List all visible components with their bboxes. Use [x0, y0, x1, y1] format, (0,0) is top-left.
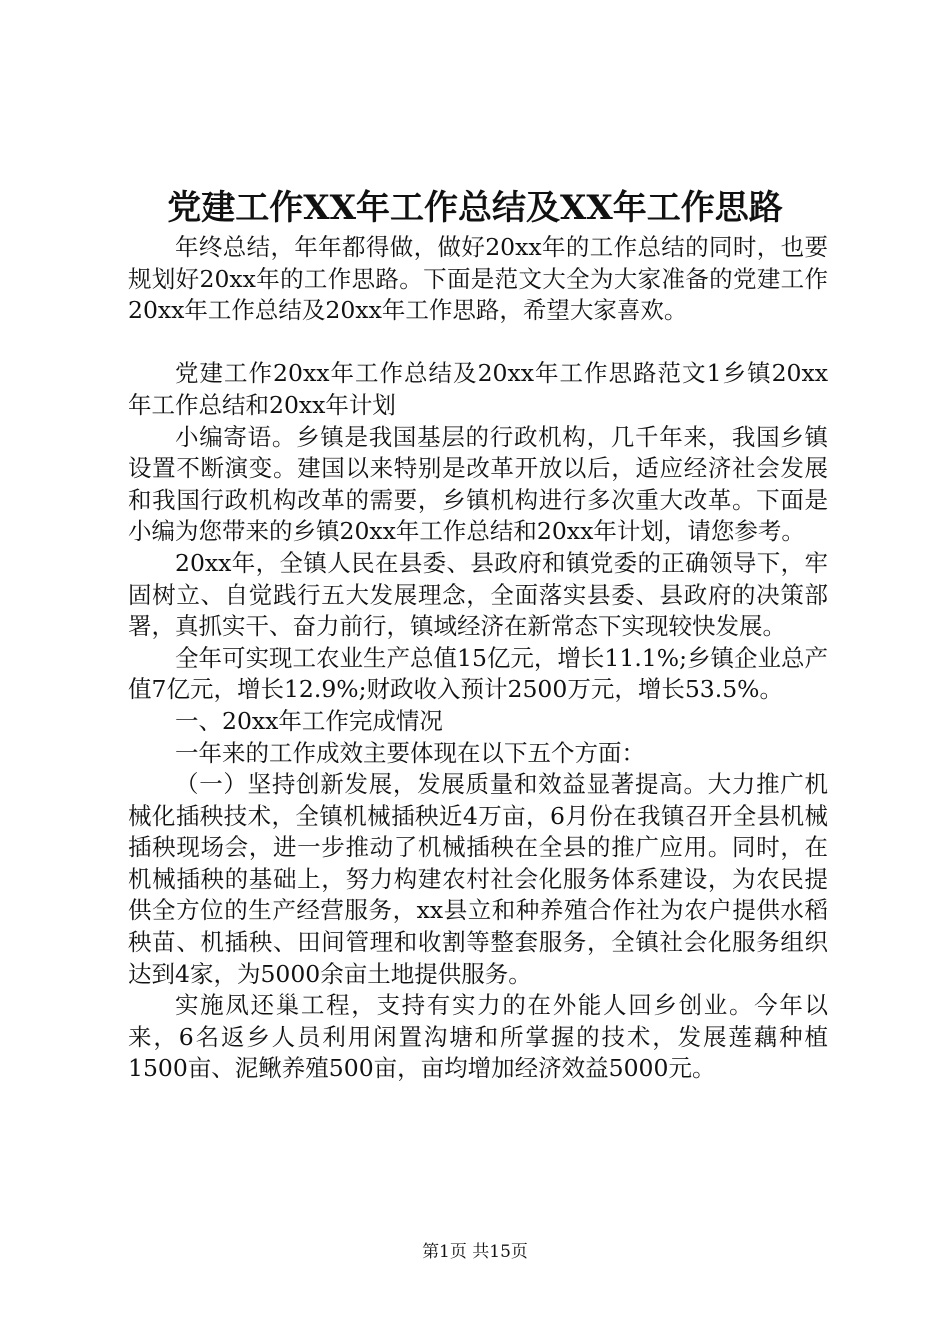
- return-entrepreneurship-paragraph: 实施凤还巢工程，支持有实力的在外能人回乡创业。今年以来，6名返乡人员利用闲置沟塘和所掌握的技术，发展莲藕种植1500亩、泥鳅养殖500亩，亩均增加经济效益5000元。: [128, 991, 828, 1083]
- section-heading-paragraph: 党建工作20xx年工作总结及20xx年工作思路范文1乡镇20xx年工作总结和20xx年计划: [128, 359, 828, 419]
- document-body: [128, 232, 828, 1085]
- editor-note-paragraph: 小编寄语。乡镇是我国基层的行政机构，几千年来，我国乡镇设置不断演变。建国以来特别是改革开放以后，适应经济社会发展和我国行政机构改革的需要，乡镇机构进行多次重大改革。下面是小编为您带来的乡镇20xx年工作总结和20xx年计划，请您参考。: [128, 422, 828, 546]
- page-number-footer: 第1页 共15页: [422, 1242, 528, 1262]
- document-title: 党建工作XX年工作总结及XX年工作思路: [167, 188, 783, 228]
- achievements-intro-paragraph: 一年来的工作成效主要体现在以下五个方面：: [175, 738, 645, 767]
- intro-paragraph: 年终总结，年年都得做，做好20xx年的工作总结的同时，也要规划好20xx年的工作思路。下面是范文大全为大家准备的党建工作20xx年工作总结及20xx年工作思路，希望大家喜欢。: [128, 233, 828, 325]
- statistics-paragraph: 全年可实现工农业生产总值15亿元，增长11.1%;乡镇企业总产值7亿元，增长12.9%;财政收入预计2500万元，增长53.5%。: [128, 643, 828, 704]
- innovation-paragraph: （一）坚持创新发展，发展质量和效益显著提高。大力推广机械化插秧技术，全镇机械插秧近4万亩，6月份在我镇召开全县机械插秧现场会，进一步推动了机械插秧在全县的推广应用。同时，在机械插秧的基础上，努力构建农村社会化服务体系建设，为农民提供全方位的生产经营服务，xx县立和种养殖合作社为农户提供水稻秧苗、机插秧、田间管理和收割等整套服务，全镇社会化服务组织达到4家，为5000余亩土地提供服务。: [128, 770, 828, 988]
- overview-paragraph: 20xx年，全镇人民在县委、县政府和镇党委的正确领导下，牢固树立、自觉践行五大发展理念，全面落实县委、县政府的决策部署，真抓实干、奋力前行，镇域经济在新常态下实现较快发展。: [128, 548, 828, 641]
- section-one-heading: 一、20xx年工作完成情况: [175, 706, 443, 735]
